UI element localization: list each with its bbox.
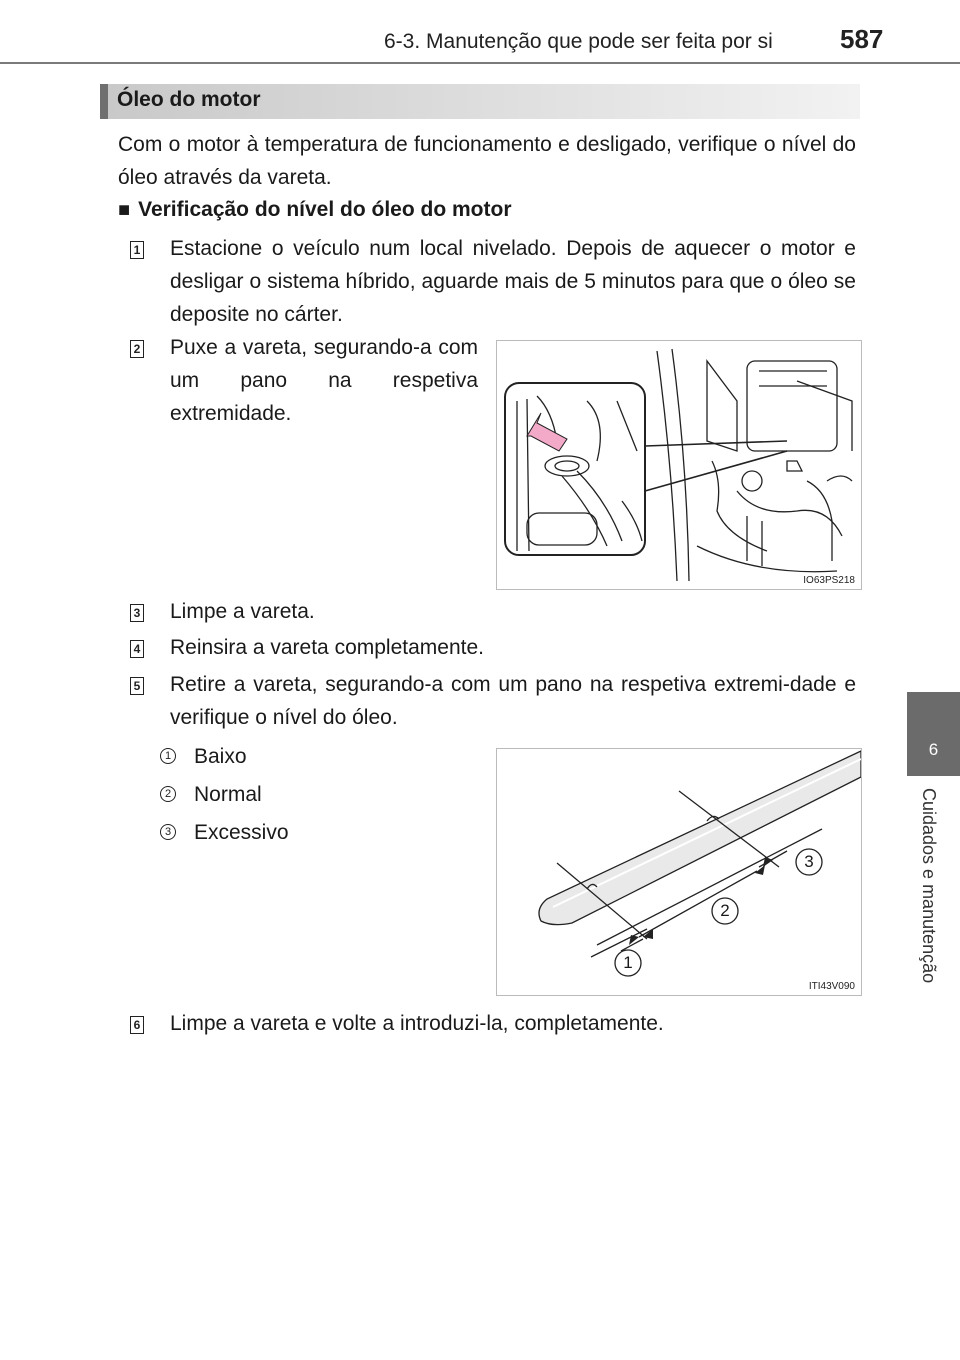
- step-number-6: 6: [130, 1016, 144, 1034]
- level-label-3: Excessivo: [194, 821, 289, 844]
- step-number-3: 3: [130, 604, 144, 622]
- figure-code: IO63PS218: [803, 575, 855, 586]
- dipstick-level-figure: [496, 748, 862, 996]
- level-number-1: 1: [160, 748, 176, 764]
- level-label-2: Normal: [194, 783, 262, 806]
- step-text-3: Limpe a vareta.: [170, 600, 315, 623]
- engine-bay-illustration: [497, 341, 861, 589]
- step-text-6: Limpe a vareta e volte a introduzi-la, completamente.: [170, 1012, 664, 1035]
- step-text-1: Estacione o veículo num local nivelado. Depois de aquecer o motor e desligar o sistema híbrido, aguarde mais de 5 minutos para que o óleo se deposite no cárter.: [170, 237, 856, 326]
- page-number: 587: [840, 24, 884, 54]
- chapter-title: Cuidados e manutenção: [919, 788, 939, 984]
- chapter-tab: [907, 692, 960, 776]
- step-number-1: 1: [130, 241, 144, 259]
- square-bullet-icon: ■: [118, 199, 131, 221]
- dipstick-illustration: [497, 749, 861, 995]
- level-number-2: 2: [160, 786, 176, 802]
- level-number-3: 3: [160, 824, 176, 840]
- engine-dipstick-figure: [496, 340, 862, 590]
- intro-paragraph: Com o motor à temperatura de funcionamento e desligado, verifique o nível do óleo através da vareta.: [118, 133, 856, 189]
- pull-arrow-icon: [527, 413, 567, 451]
- callout-label-3: 3: [804, 852, 814, 871]
- step-text-2: Puxe a vareta, segurando-a com um pano na respetiva extremidade.: [170, 336, 478, 425]
- callout-label-1: 1: [623, 953, 633, 972]
- header-rule: [0, 62, 960, 64]
- step-number-2: 2: [130, 340, 144, 358]
- section-title: Óleo do motor: [117, 88, 261, 111]
- step-text-5: Retire a vareta, segurando-a com um pano na respetiva extremi-dade e verifique o nível do óleo.: [170, 673, 856, 729]
- step-number-4: 4: [130, 640, 144, 658]
- chapter-number: 6: [928, 740, 939, 759]
- header-section-title: 6-3. Manutenção que pode ser feita por si: [384, 30, 773, 53]
- subsection-title: Verificação do nível do óleo do motor: [138, 198, 512, 221]
- figure-code: ITI43V090: [808, 981, 855, 992]
- level-label-1: Baixo: [194, 745, 247, 768]
- step-text-4: Reinsira a vareta completamente.: [170, 636, 484, 659]
- step-number-5: 5: [130, 677, 144, 695]
- callout-label-2: 2: [720, 901, 730, 920]
- subsection-heading: [118, 198, 512, 222]
